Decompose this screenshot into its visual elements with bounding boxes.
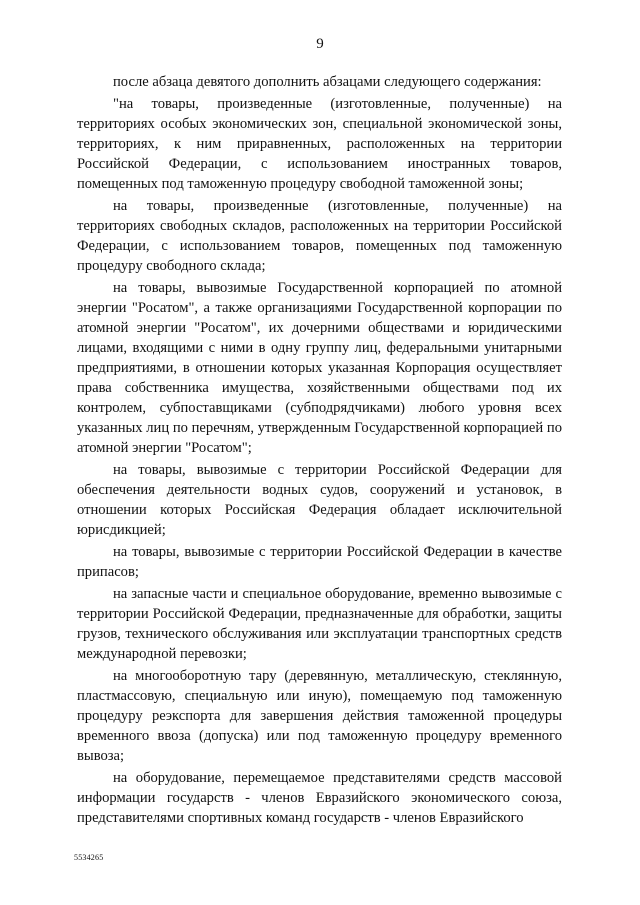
paragraph-free-warehouses: на товары, произведенные (изготовленные, полученные) на территориях свободных складов, расположенных на территории Российской Федерации, с использованием товаров, помещенных под таможенную процедуру свободного склада; — [77, 198, 562, 274]
document-code: 5534265 — [74, 853, 104, 862]
paragraph-supplies: на товары, вывозимые с территории Российской Федерации в качестве припасов; — [77, 544, 562, 580]
paragraph-water-vessels: на товары, вывозимые с территории Российской Федерации для обеспечения деятельности водных судов, сооружений и установок, в отношении которых Российская Федерация обладает исключительной юрисдикцией; — [77, 462, 562, 538]
paragraph-reusable-containers: на многооборотную тару (деревянную, металлическую, стеклянную, пластмассовую, специальную или иную), помещаемую под таможенную процедуру реэкспорта для завершения действия таможенной процедуры временного ввоза (допуска) или под таможенную процедуру временного вывоза; — [77, 668, 562, 764]
paragraph-rosatom: на товары, вывозимые Государственной корпорацией по атомной энергии "Росатом", а также организациями Государственной корпорации по атомной энергии "Росатом", их дочерними обществами и юридическими лицами, входящими с ними в одну группу лиц, федеральными унитарными предприятиями, в отношении которых указанная Корпорация осуществляет права собственника имущества, хозяйственными обществами под их контролем, субпоставщиками (субподрядчиками) любого уровня всех указанных лиц по перечням, утвержденным Государственной корпорацией по атомной энергии "Росатом"; — [77, 280, 562, 456]
paragraph-special-economic-zones: "на товары, произведенные (изготовленные, полученные) на территориях особых экономических зон, специальной экономической зоны, территориях, к ним приравненных, расположенных на территории Российской Федерации, с использованием иностранных товаров, помещенных под таможенную процедуру свободной таможенной зоны; — [77, 96, 562, 192]
paragraph-intro: после абзаца девятого дополнить абзацами следующего содержания: — [113, 74, 542, 90]
page-number: 9 — [316, 36, 324, 52]
paragraph-media-equipment: на оборудование, перемещаемое представителями средств массовой информации государств - членов Евразийского экономического союза, представителями спортивных команд государств - членов Евразийского — [77, 770, 562, 826]
paragraph-spare-parts: на запасные части и специальное оборудование, временно вывозимые с территории Российской Федерации, предназначенные для обработки, защиты грузов, технического обслуживания или эксплуатации транспортных средств международной перевозки; — [77, 586, 562, 662]
document-body — [77, 72, 562, 830]
